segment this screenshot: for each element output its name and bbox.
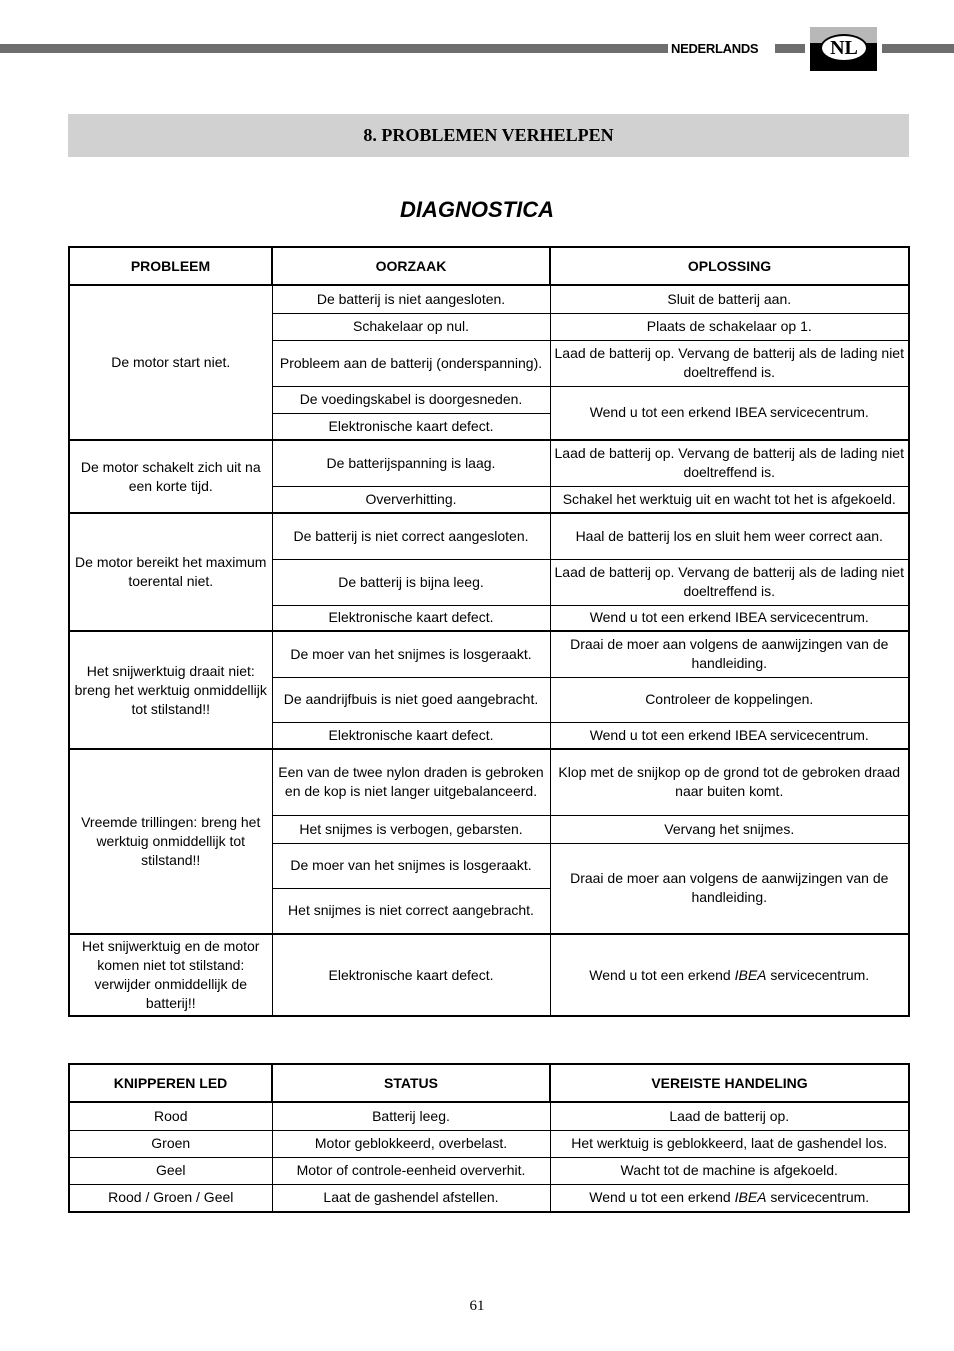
brand-name: IBEA xyxy=(734,1189,767,1206)
problem-cell: De motor bereikt het maximum toerental niet. xyxy=(69,513,272,631)
column-header-solution: OPLOSSING xyxy=(550,247,909,285)
led-cell: Groen xyxy=(69,1130,272,1157)
status-cell: Motor of controle-eenheid oververhit. xyxy=(272,1157,550,1184)
problem-cell: De motor schakelt zich uit na een korte tijd. xyxy=(69,440,272,513)
cause-cell: Oververhitting. xyxy=(272,486,550,513)
column-header-led: KNIPPEREN LED xyxy=(69,1064,272,1102)
led-cell: Geel xyxy=(69,1157,272,1184)
cause-cell: De voedingskabel is doorgesneden. xyxy=(272,386,550,413)
table-header-row xyxy=(69,247,909,285)
solution-cell: Laad de batterij op. Vervang de batterij als de lading niet doeltreffend is. xyxy=(550,559,909,605)
diagnostics-table xyxy=(68,246,910,1017)
table-row xyxy=(69,1102,909,1130)
solution-cell: Haal de batterij los en sluit hem weer correct aan. xyxy=(550,513,909,559)
status-cell: Batterij leeg. xyxy=(272,1102,550,1130)
cause-cell: Elektronische kaart defect. xyxy=(272,722,550,749)
column-header-status: STATUS xyxy=(272,1064,550,1102)
solution-text-prefix: Wend u tot een erkend xyxy=(589,966,735,983)
brand-name: IBEA xyxy=(734,966,767,983)
solution-cell: Vervang het snijmes. xyxy=(550,815,909,843)
section-title: 8. PROBLEMEN VERHELPEN xyxy=(68,114,909,157)
cause-cell: De moer van het snijmes is losgeraakt. xyxy=(272,631,550,677)
solution-cell: Draai de moer aan volgens de aanwijzingen van de handleiding. xyxy=(550,631,909,677)
solution-cell xyxy=(550,934,909,1016)
language-badge-label: NL xyxy=(820,34,868,62)
column-header-problem: PROBLEEM xyxy=(69,247,272,285)
solution-cell: Wend u tot een erkend IBEA servicecentrum. xyxy=(550,605,909,631)
status-cell: Motor geblokkeerd, overbelast. xyxy=(272,1130,550,1157)
problem-cell: De motor start niet. xyxy=(69,285,272,440)
solution-text-suffix: servicecentrum. xyxy=(766,966,870,983)
led-cell: Rood / Groen / Geel xyxy=(69,1184,272,1212)
action-text-suffix: servicecentrum. xyxy=(766,1189,870,1206)
table-row xyxy=(69,1157,909,1184)
led-table xyxy=(68,1063,910,1213)
table-row xyxy=(69,285,909,313)
status-cell: Laat de gashendel afstellen. xyxy=(272,1184,550,1212)
header-bar-middle xyxy=(775,44,805,53)
solution-cell: Laad de batterij op. Vervang de batterij als de lading niet doeltreffend is. xyxy=(550,440,909,486)
cause-cell: Het snijmes is niet correct aangebracht. xyxy=(272,888,550,934)
solution-cell: Sluit de batterij aan. xyxy=(550,285,909,313)
action-cell xyxy=(550,1184,909,1212)
table-header-row xyxy=(69,1064,909,1102)
header-bar-right xyxy=(882,44,954,53)
problem-cell: Vreemde trillingen: breng het werktuig onmiddellijk tot stilstand!! xyxy=(69,749,272,934)
language-badge xyxy=(810,27,877,71)
cause-cell: De aandrijfbuis is niet goed aangebracht. xyxy=(272,677,550,722)
table-row xyxy=(69,934,909,1016)
solution-cell: Plaats de schakelaar op 1. xyxy=(550,313,909,340)
cause-cell: De batterij is bijna leeg. xyxy=(272,559,550,605)
header-bar-left xyxy=(0,44,668,53)
table-row xyxy=(69,1184,909,1212)
cause-cell: De batterijspanning is laag. xyxy=(272,440,550,486)
led-cell: Rood xyxy=(69,1102,272,1130)
problem-cell: Het snijwerktuig draait niet: breng het werktuig onmiddellijk tot stilstand!! xyxy=(69,631,272,749)
column-header-action: VEREISTE HANDELING xyxy=(550,1064,909,1102)
table-row xyxy=(69,749,909,815)
solution-cell: Wend u tot een erkend IBEA servicecentrum. xyxy=(550,722,909,749)
cause-cell: Schakelaar op nul. xyxy=(272,313,550,340)
table-row xyxy=(69,1130,909,1157)
cause-cell: Elektronische kaart defect. xyxy=(272,605,550,631)
action-cell: Het werktuig is geblokkeerd, laat de gashendel los. xyxy=(550,1130,909,1157)
cause-cell: Een van de twee nylon draden is gebroken en de kop is niet langer uitgebalanceerd. xyxy=(272,749,550,815)
cause-cell: Elektronische kaart defect. xyxy=(272,413,550,440)
action-cell: Laad de batterij op. xyxy=(550,1102,909,1130)
solution-cell: Wend u tot een erkend IBEA servicecentrum. xyxy=(550,386,909,440)
solution-cell: Schakel het werktuig uit en wacht tot het is afgekoeld. xyxy=(550,486,909,513)
column-header-cause: OORZAAK xyxy=(272,247,550,285)
table-row xyxy=(69,440,909,486)
diagnostics-title: DIAGNOSTICA xyxy=(400,197,554,222)
page-number: 61 xyxy=(469,1298,485,1314)
table-row xyxy=(69,631,909,677)
cause-cell: De moer van het snijmes is losgeraakt. xyxy=(272,843,550,888)
cause-cell: Het snijmes is verbogen, gebarsten. xyxy=(272,815,550,843)
cause-cell: De batterij is niet correct aangesloten. xyxy=(272,513,550,559)
solution-cell: Klop met de snijkop op de grond tot de gebroken draad naar buiten komt. xyxy=(550,749,909,815)
solution-cell: Controleer de koppelingen. xyxy=(550,677,909,722)
action-text-prefix: Wend u tot een erkend xyxy=(589,1189,735,1206)
cause-cell: Probleem aan de batterij (onderspanning). xyxy=(272,340,550,386)
cause-cell: Elektronische kaart defect. xyxy=(272,934,550,1016)
problem-cell: Het snijwerktuig en de motor komen niet tot stilstand: verwijder onmiddellijk de batterij!! xyxy=(69,934,272,1016)
solution-cell: Laad de batterij op. Vervang de batterij als de lading niet doeltreffend is. xyxy=(550,340,909,386)
table-row xyxy=(69,513,909,559)
cause-cell: De batterij is niet aangesloten. xyxy=(272,285,550,313)
action-cell: Wacht tot de machine is afgekoeld. xyxy=(550,1157,909,1184)
solution-cell: Draai de moer aan volgens de aanwijzingen van de handleiding. xyxy=(550,843,909,934)
header-language: NEDERLANDS xyxy=(671,41,759,56)
